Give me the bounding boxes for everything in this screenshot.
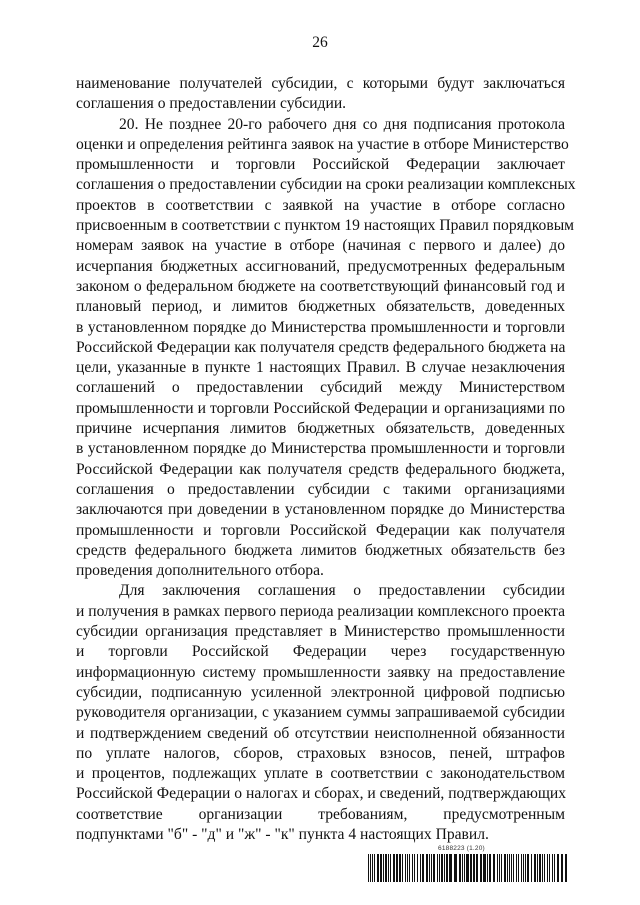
text-line: промышленности и торговли Российской Федерации как получателя xyxy=(76,521,565,539)
text-line: проведения дополнительного отбора. xyxy=(76,562,324,580)
text-line: и процентов, подлежащих уплате в соответствии с законодательством xyxy=(76,765,565,783)
text-line: исчерпания бюджетных ассигнований, предусмотренных федеральным xyxy=(76,257,565,275)
text-line: Для заключения соглашения о предоставлении субсидии xyxy=(119,582,565,600)
text-line: заключаются при доведении в установленном порядке до Министерства xyxy=(76,501,565,519)
text-line: субсидии, подписанную усиленной электронной цифровой подписью xyxy=(76,683,565,701)
text-line: Российской Федерации как получателя средств федерального бюджета, xyxy=(76,460,565,478)
document-body xyxy=(76,74,576,845)
text-line: промышленности и торговли Российской Федерации и организациями по xyxy=(76,399,565,417)
text-line: 20. Не позднее 20-го рабочего дня со дня подписания протокола xyxy=(119,115,565,133)
text-line: Российской Федерации о налогах и сборах, и сведений, подтверждающих xyxy=(76,785,567,803)
text-line: номерам заявок на участие в отборе (начиная с первого и далее) до xyxy=(76,237,565,255)
text-line: соответствие организации требованиям, предусмотренным xyxy=(76,805,565,823)
text-line: Российской Федерации как получателя средств федерального бюджета на xyxy=(76,338,566,356)
text-line: плановый период, и лимитов бюджетных обязательств, доведенных xyxy=(76,298,565,316)
text-line: подпунктами "б" - "д" и "ж" - "к" пункта 4 настоящих Правил. xyxy=(76,825,489,843)
barcode-icon xyxy=(368,854,568,882)
text-line: субсидии организация представляет в Министерство промышленности xyxy=(76,623,565,641)
text-line: причине исчерпания лимитов бюджетных обязательств, доведенных xyxy=(76,420,565,438)
text-line: оценки и определения рейтинга заявок на участие в отборе Министерство xyxy=(76,135,569,153)
text-line: руководителя организации, с указанием суммы запрашиваемой субсидии xyxy=(76,704,565,722)
barcode-code: 6188223 (1.20) xyxy=(438,845,485,852)
text-line: проектов в соответствии с заявкой на участие в отборе согласно xyxy=(76,196,565,214)
text-line: средств федерального бюджета лимитов бюджетных обязательств без xyxy=(76,541,565,559)
text-line: информационную систему промышленности заявку на предоставление xyxy=(76,663,565,681)
text-line: присвоенным в соответствии с пунктом 19 настоящих Правил порядковым xyxy=(76,217,575,235)
text-line: в установленном порядке до Министерства промышленности и торговли xyxy=(76,440,565,458)
paragraph xyxy=(76,115,576,582)
text-line: цели, указанные в пункте 1 настоящих Правил. В случае незаключения xyxy=(76,359,565,377)
text-line: соглашения о предоставлении субсидии на сроки реализации комплексных xyxy=(76,176,576,194)
paragraph xyxy=(76,74,565,115)
text-line: соглашения о предоставлении субсидии с такими организациями xyxy=(76,480,565,498)
text-line: промышленности и торговли Российской Федерации заключает xyxy=(76,156,565,174)
document-barcode xyxy=(368,845,568,883)
text-line: и получения в рамках первого периода реализации комплексного проекта xyxy=(76,602,566,620)
text-line: по уплате налогов, сборов, страховых взносов, пеней, штрафов xyxy=(76,744,565,762)
text-line: в установленном порядке до Министерства промышленности и торговли xyxy=(76,318,565,336)
paragraph xyxy=(76,581,565,845)
text-line: наименование получателей субсидии, с которыми будут заключаться xyxy=(76,75,565,92)
text-line: законом о федеральном бюджете на соответствующий финансовый год и xyxy=(76,277,565,295)
text-line: соглашения о предоставлении субсидии. xyxy=(76,95,347,113)
page-number: 26 xyxy=(312,34,328,51)
text-line: и подтверждением сведений об отсутствии неисполненной обязанности xyxy=(76,724,565,742)
text-line: и торговли Российской Федерации через государственную xyxy=(76,643,565,661)
text-line: соглашений о предоставлении субсидий между Министерством xyxy=(76,379,565,397)
